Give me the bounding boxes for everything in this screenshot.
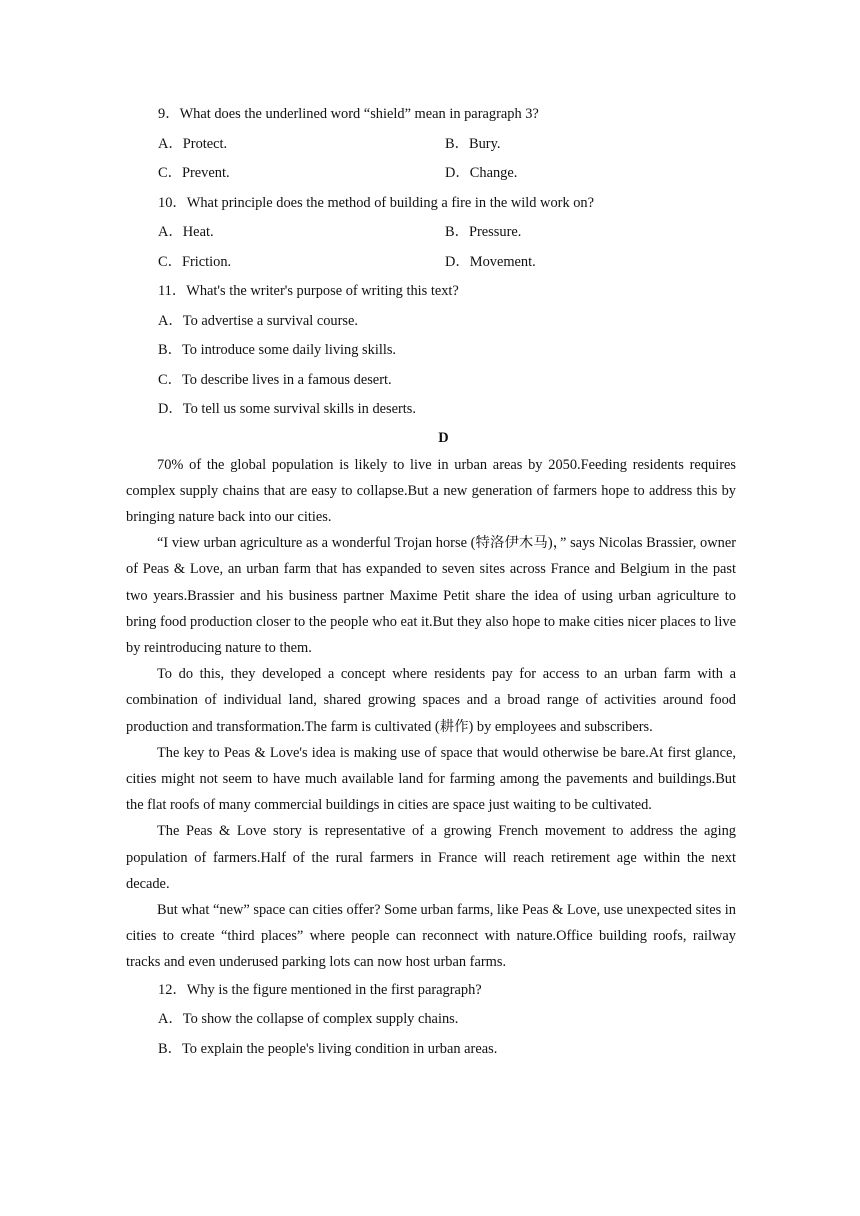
question-11-option-a: A．To advertise a survival course. xyxy=(158,312,358,329)
question-10-options-row-2 xyxy=(126,248,736,278)
question-10-option-d: D．Movement. xyxy=(445,253,536,270)
question-10-options-row-1 xyxy=(126,218,736,248)
passage-paragraph-5: The Peas & Love story is representative of a growing French movement to address the aging population of farmers.Half of the rural farmers in France will reach retirement age within the next decade. xyxy=(126,823,736,892)
question-9-option-d: D．Change. xyxy=(445,165,518,181)
question-11-option-d: D．To tell us some survival skills in deserts. xyxy=(158,401,417,417)
passage-paragraph-6: But what “new” space can cities offer? Some urban farms, like Peas & Love, use unexpected sites in cities to create “third places” where people can reconnect with nature.Office building roofs, railway tracks and even underused parking lots can now host urban farms. xyxy=(126,901,736,971)
passage-paragraph-1: 70% of the global population is likely to live in urban areas by 2050.Feeding residents requires complex supply chains that are easy to collapse.But a new generation of farmers hope to address this by bringing nature back into our cities. xyxy=(126,456,736,525)
question-10-option-c: C．Friction. xyxy=(158,253,232,270)
passage-paragraph-4: The key to Peas & Love's idea is making use of space that would otherwise be bare.At first glance, cities might not seem to have much available land for farming among the pavements and buildings.But the flat roofs of many commercial buildings in cities are space just waiting to be cultivated. xyxy=(126,744,736,814)
question-12-option-a: A．To show the collapse of complex supply chains. xyxy=(158,1011,459,1028)
question-10-option-b: B．Pressure. xyxy=(445,224,522,240)
document-page xyxy=(126,100,736,1064)
question-12-option-b: B．To explain the people's living condition in urban areas. xyxy=(158,1040,498,1057)
question-9-option-c: C．Prevent. xyxy=(158,165,230,181)
question-9-option-a: A．Protect. xyxy=(158,135,228,152)
question-11-option-c: C．To describe lives in a famous desert. xyxy=(158,371,392,388)
question-10-option-a: A．Heat. xyxy=(158,224,214,240)
section-title: D xyxy=(438,429,449,446)
question-10-stem: 10．What principle does the method of building a fire in the wild work on? xyxy=(158,194,595,211)
passage-paragraph-2: “I view urban agriculture as a wonderful Trojan horse (特洛伊木马)，” says Nicolas Brassier, owner of Peas & Love, an urban farm that has expanded to seven sites across France and Belgium in the past two years.Brassier and his business partner Maxime Petit share the idea of using urban agriculture to bring food production closer to the people who eat it.But they also hope to make cities nicer places to live by reintroducing nature to them. xyxy=(126,535,736,656)
question-11-stem: 11．What's the writer's purpose of writing this text? xyxy=(158,283,459,299)
question-11-option-b: B．To introduce some daily living skills. xyxy=(158,342,397,358)
question-9-option-b: B．Bury. xyxy=(445,135,501,152)
question-9-stem: 9．What does the underlined word “shield” mean in paragraph 3? xyxy=(158,106,539,122)
question-12-stem: 12．Why is the figure mentioned in the first paragraph? xyxy=(158,981,482,998)
question-9-options-row-1 xyxy=(126,130,736,160)
question-9-options-row-2 xyxy=(126,159,736,189)
passage-paragraph-3: To do this, they developed a concept where residents pay for access to an urban farm with a combination of individual land, shared growing spaces and a broad range of activities around food production and transformation.The farm is cultivated (耕作) by employees and subscribers. xyxy=(126,666,736,735)
